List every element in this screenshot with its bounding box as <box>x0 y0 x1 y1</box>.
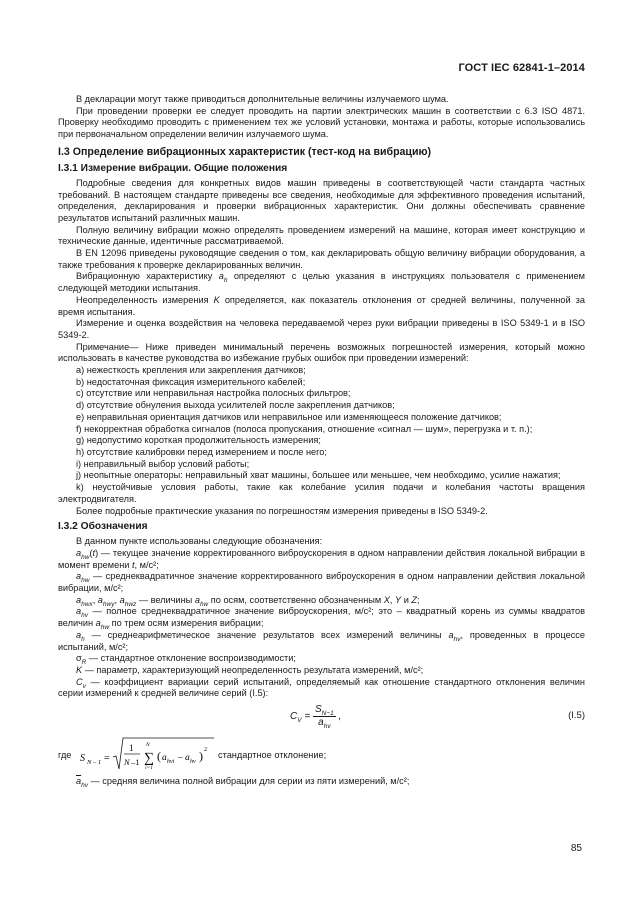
svg-text:N: N <box>124 757 130 768</box>
svg-text:a: a <box>185 753 190 764</box>
list-item: d) отсутствие обнуления выхода усилителей после закрепления датчиков; <box>76 400 395 411</box>
svg-text:=: = <box>104 753 110 765</box>
definition-ah: $a_h$ — среднеарифметическое значение результатов всех измерений величины $a_{hv}$, проведенных в процессе испытаний, м/с²; <box>58 629 585 652</box>
svg-text:S: S <box>80 753 85 765</box>
paragraph: Измерение и оценка воздействия на человека передаваемой через руки вибрации приведены в ISO 5349-1 и в ISO 5349-2. <box>58 318 585 340</box>
paragraph: Более подробные практические указания по погрешностям измерения приведены в ISO 5349-2. <box>76 505 488 516</box>
definition-axes: $a_{hwx}$, $a_{hwy}$, $a_{hwz}$ — величины $a_{hw}$ по осям, соответственно обозначенным X, Y и Z; <box>76 594 420 608</box>
svg-text:N: N <box>146 742 150 749</box>
definition-cv: $C_v$ — коэффициент вариации серий испытаний, определяемый как отношение стандартного отклонения величин серии измерений к средней величине серий (I.5): <box>58 676 585 699</box>
where-description: стандартное отклонение; <box>218 750 327 761</box>
definition-ahv-mean: $\overline{a}_{hv}$ — средняя величина полной вибрации для серии из пяти измерений, м/с²; <box>76 776 410 789</box>
list-item: а) нежесткость крепления или закрепления датчиков; <box>76 365 306 376</box>
error-list <box>58 365 585 505</box>
svg-text:–1: –1 <box>131 757 140 768</box>
list-item: k) неустойчивые условия работы, такие как колебание усилия подачи и колебания частоты вращения электродвигателя. <box>58 482 585 504</box>
definition-ahv: $a_{hv}$ — полное среднеквадратичное значение виброускорения, м/с²; это – квадратный корень из суммы квадратов величин $a_{hw}$ по трем осям измерения вибрации; <box>58 606 585 631</box>
paragraph-uncertainty: Неопределенность измерения K определяется, как показатель отклонения от средней величины, полученной за время испытания. <box>58 294 585 317</box>
svg-text:–: – <box>178 753 183 764</box>
list-item: e) неправильная ориентация датчиков или неправильное или изменяющееся положение датчиков; <box>76 411 502 422</box>
svg-text:2: 2 <box>204 747 207 754</box>
section-heading-i3: I.3 Определение вибрационных характеристик (тест-код на вибрацию) <box>58 145 432 158</box>
list-item: f) некорректная обработка сигналов (полоса пропускания, отношение «сигнал — шум», перегрузка и т. п.); <box>76 423 533 434</box>
paragraph: При проведении проверки ее следует проводить на партии электрических машин в соответствии с 6.3 ISO 4871. Проверку необходимо проводить с применением тех же условий установки, монтажа и работы, которые использовались при первоначальном определении величин излучаемого шума. <box>58 105 585 140</box>
formula-i5 <box>58 702 585 734</box>
paragraph-vibration-characteristic: Вибрационную характеристику $a_h$ определяют с целью указания в инструкциях пользователя с применением следующей методики испытания. <box>58 271 585 294</box>
where-label: где <box>58 750 72 761</box>
paragraph: Подробные сведения для конкретных видов машин приведены в соответствующей части стандарта частных требований. В настоящем стандарте приведены все сведения, необходимые для эффективного проведения испытаний, определения, декларирования и проверки вибрационных характеристик. Они должны обеспечивать сравнение результатов испытаний различных машин. <box>58 177 585 223</box>
list-item: c) отсутствие или неправильная настройка полосных фильтров; <box>76 388 351 399</box>
formula-number: (I.5) <box>568 710 585 722</box>
list-item: i) неправильный выбор условий работы; <box>76 458 250 469</box>
svg-text:∑: ∑ <box>144 751 154 767</box>
definition-sigma-r: $\sigma_R$ — стандартное отклонение воспроизводимости; <box>76 653 296 667</box>
svg-text:i=1: i=1 <box>145 765 153 772</box>
svg-text:a: a <box>162 753 167 764</box>
paragraph: В данном пункте использованы следующие обозначения: <box>76 536 323 547</box>
definition-ahw: $a_{hw}$ — среднеквадратичное значение корректированного виброускорения в одном направлении действия локальной вибрации, м/с²; <box>58 571 585 594</box>
svg-text:1: 1 <box>129 743 134 754</box>
svg-text:hvi: hvi <box>167 759 175 766</box>
list-item: g) недопустимо короткая продолжительность измерения; <box>76 435 321 446</box>
formula-sn1 <box>58 736 585 774</box>
paragraph: Полную величину вибрации можно определять проведением измерений на машине, которая имеет конструкцию и технические данные, идентичные рассматриваемой. <box>58 224 585 247</box>
svg-text:N – 1: N – 1 <box>87 759 102 767</box>
paragraph: В EN 12096 приведены руководящие сведения о том, как декларировать общую величину вибрации оборудования, а также требования к проверке декларированных величин. <box>58 248 585 270</box>
list-item: b) недостаточная фиксация измерительного кабелей; <box>76 376 306 387</box>
list-item: h) отсутствие калибровки перед измерением и после него; <box>76 446 327 457</box>
page-number: 85 <box>570 843 582 854</box>
svg-text:hv: hv <box>190 759 196 766</box>
definition-ahw-t: $a_{hw}(t)$ — текущее значение корректированного виброускорения в одном направлении действия локальной вибрации в момент времени t, м/с²; <box>58 547 585 570</box>
paragraph: В декларации могут также приводиться дополнительные величины излучаемого шума. <box>76 94 449 104</box>
std-deviation-formula <box>78 736 216 774</box>
svg-text:(: ( <box>157 749 161 764</box>
note-paragraph: Примечание— Ниже приведен минимальный перечень возможных погрешностей измерения, который можно использовать в качестве руководства во избежание грубых ошибок при проведении измерений: <box>58 341 585 364</box>
standard-header: ГОСТ IEC 62841-1–2014 <box>458 62 585 74</box>
page-content <box>58 94 585 788</box>
svg-text:): ) <box>199 749 203 764</box>
definition-k: K — параметр, характеризующий неопределенность результата измерений, м/с²; <box>76 664 424 675</box>
section-heading-i31: I.3.1 Измерение вибрации. Общие положения <box>58 162 288 174</box>
formula-cv: $C_V$ = $\frac{S_{N-1}}{\overline{a}_{hv}}$ , <box>290 704 342 730</box>
list-item: j) неопытные операторы: неправильный хват машины, большее или меньшее, чем необходимо, усилие нажатия; <box>76 470 561 481</box>
section-heading-i32: I.3.2 Обозначения <box>58 521 148 533</box>
